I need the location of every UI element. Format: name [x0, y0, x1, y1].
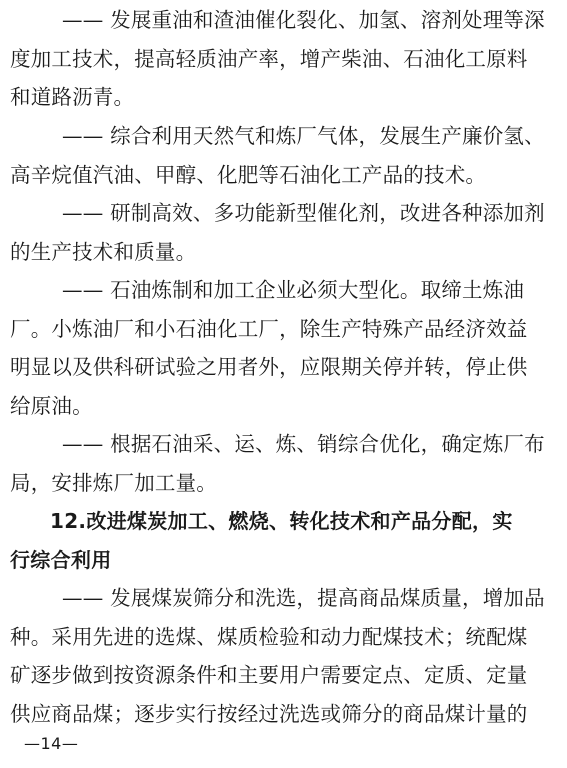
paragraph-refinery-scale [10, 271, 550, 425]
text-line: —— 发展重油和渣油催化裂化、加氢、溶剂处理等深 [62, 8, 545, 32]
text-line: 的生产技术和质量。 [10, 239, 197, 264]
text-line: 供应商品煤；逐步实行按经过洗选或筛分的商品煤计量的 [10, 701, 528, 726]
heading-line: 12.改进煤炭加工、燃烧、转化技术和产品分配，实 [50, 509, 513, 533]
page-number: —14— [24, 734, 79, 753]
text-line: 明显以及供科研试验之用者外，应限期关停并转，停止供 [10, 355, 528, 380]
section-heading [10, 502, 555, 579]
text-line: —— 根据石油采、运、炼、销综合优化，确定炼厂布 [62, 432, 545, 456]
paragraph-refinery-layout [10, 425, 550, 502]
text-line: —— 研制高效、多功能新型催化剂，改进各种添加剂 [62, 201, 545, 225]
paragraph-coal-screening [10, 579, 550, 733]
text-line: 给原油。 [10, 393, 93, 418]
paragraph-heavy-oil [10, 1, 550, 117]
text-line: 种。采用先进的选煤、煤质检验和动力配煤技术；统配煤 [10, 624, 528, 649]
text-line: —— 发展煤炭筛分和洗选，提高商品煤质量，增加品 [62, 586, 545, 610]
heading-line: 行综合利用 [10, 547, 112, 572]
text-line: 和道路沥青。 [10, 85, 135, 110]
text-line: —— 综合利用天然气和炼厂气体，发展生产廉价氢、 [62, 124, 545, 148]
text-line: 度加工技术，提高轻质油产率，增产柴油、石油化工原料 [10, 46, 528, 71]
text-line: 局，安排炼厂加工量。 [10, 470, 217, 495]
text-line: —— 石油炼制和加工企业必须大型化。取缔土炼油 [62, 278, 525, 302]
text-line: 矿逐步做到按资源条件和主要用户需要定点、定质、定量 [10, 663, 528, 688]
text-line: 高辛烷值汽油、甲醇、化肥等石油化工产品的技术。 [10, 162, 487, 187]
text-line: 厂。小炼油厂和小石油化工厂，除生产特殊产品经济效益 [10, 316, 528, 341]
paragraph-catalyst [10, 194, 550, 271]
paragraph-natural-gas [10, 117, 550, 194]
